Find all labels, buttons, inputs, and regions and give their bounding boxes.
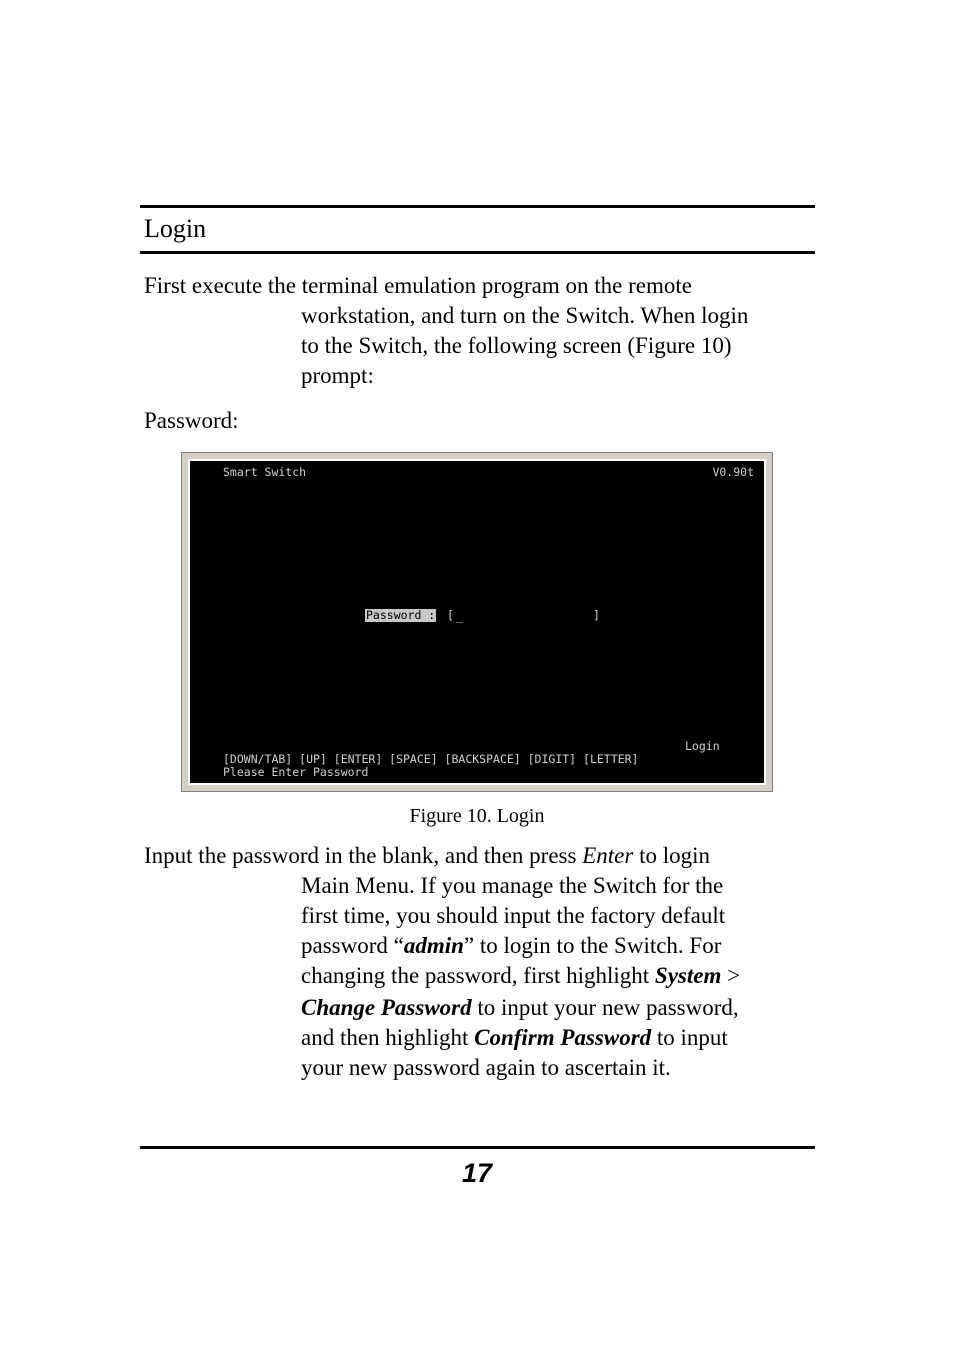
intro-line-1: First execute the terminal emulation program on the remote bbox=[144, 273, 692, 298]
page-number: 17 bbox=[461, 1158, 493, 1188]
terminal-screenshot bbox=[181, 452, 773, 792]
intro-line-4: prompt: bbox=[301, 363, 374, 388]
intro-paragraph bbox=[144, 271, 824, 391]
screen-name: Login bbox=[685, 739, 720, 753]
terminal-screen bbox=[188, 459, 766, 785]
instr-line-8: your new password again to ascertain it. bbox=[301, 1055, 671, 1080]
top-rule bbox=[140, 205, 815, 208]
figure-caption: Figure 10. Login bbox=[409, 805, 545, 827]
text-cursor: _ bbox=[456, 609, 463, 623]
instr-line-5: changing the password, first highlight System > bbox=[301, 963, 741, 988]
title-rule bbox=[140, 251, 815, 254]
intro-line-3: to the Switch, the following screen (Figure 10) bbox=[301, 333, 732, 358]
instr-line-6: Change Password to input your new password, bbox=[301, 995, 739, 1020]
instr-line-4: password “admin” to login to the Switch. For bbox=[301, 933, 722, 958]
footer-rule bbox=[140, 1146, 815, 1149]
terminal-title: Smart Switch bbox=[223, 465, 307, 479]
status-message: Please Enter Password bbox=[223, 765, 369, 779]
instr-line-7: and then highlight Confirm Password to input bbox=[301, 1025, 728, 1050]
section-title: Login bbox=[144, 214, 207, 243]
password-label-highlighted: Password : bbox=[366, 608, 436, 622]
instr-line-2: Main Menu. If you manage the Switch for the bbox=[301, 873, 724, 898]
intro-line-2: workstation, and turn on the Switch. When login bbox=[301, 303, 749, 328]
prompt-label: Password: bbox=[144, 408, 239, 433]
password-field-open: [ bbox=[447, 608, 454, 622]
instr-line-1: Input the password in the blank, and then press Enter to login bbox=[144, 843, 710, 868]
instr-line-3: first time, you should input the factory default bbox=[301, 903, 726, 928]
key-hints: [DOWN/TAB] [UP] [ENTER] [SPACE] [BACKSPACE] [DIGIT] [LETTER] bbox=[223, 752, 639, 766]
terminal-version: V0.90t bbox=[712, 465, 754, 479]
instructions-paragraph bbox=[144, 841, 824, 1083]
password-field-close: ] bbox=[593, 608, 600, 622]
